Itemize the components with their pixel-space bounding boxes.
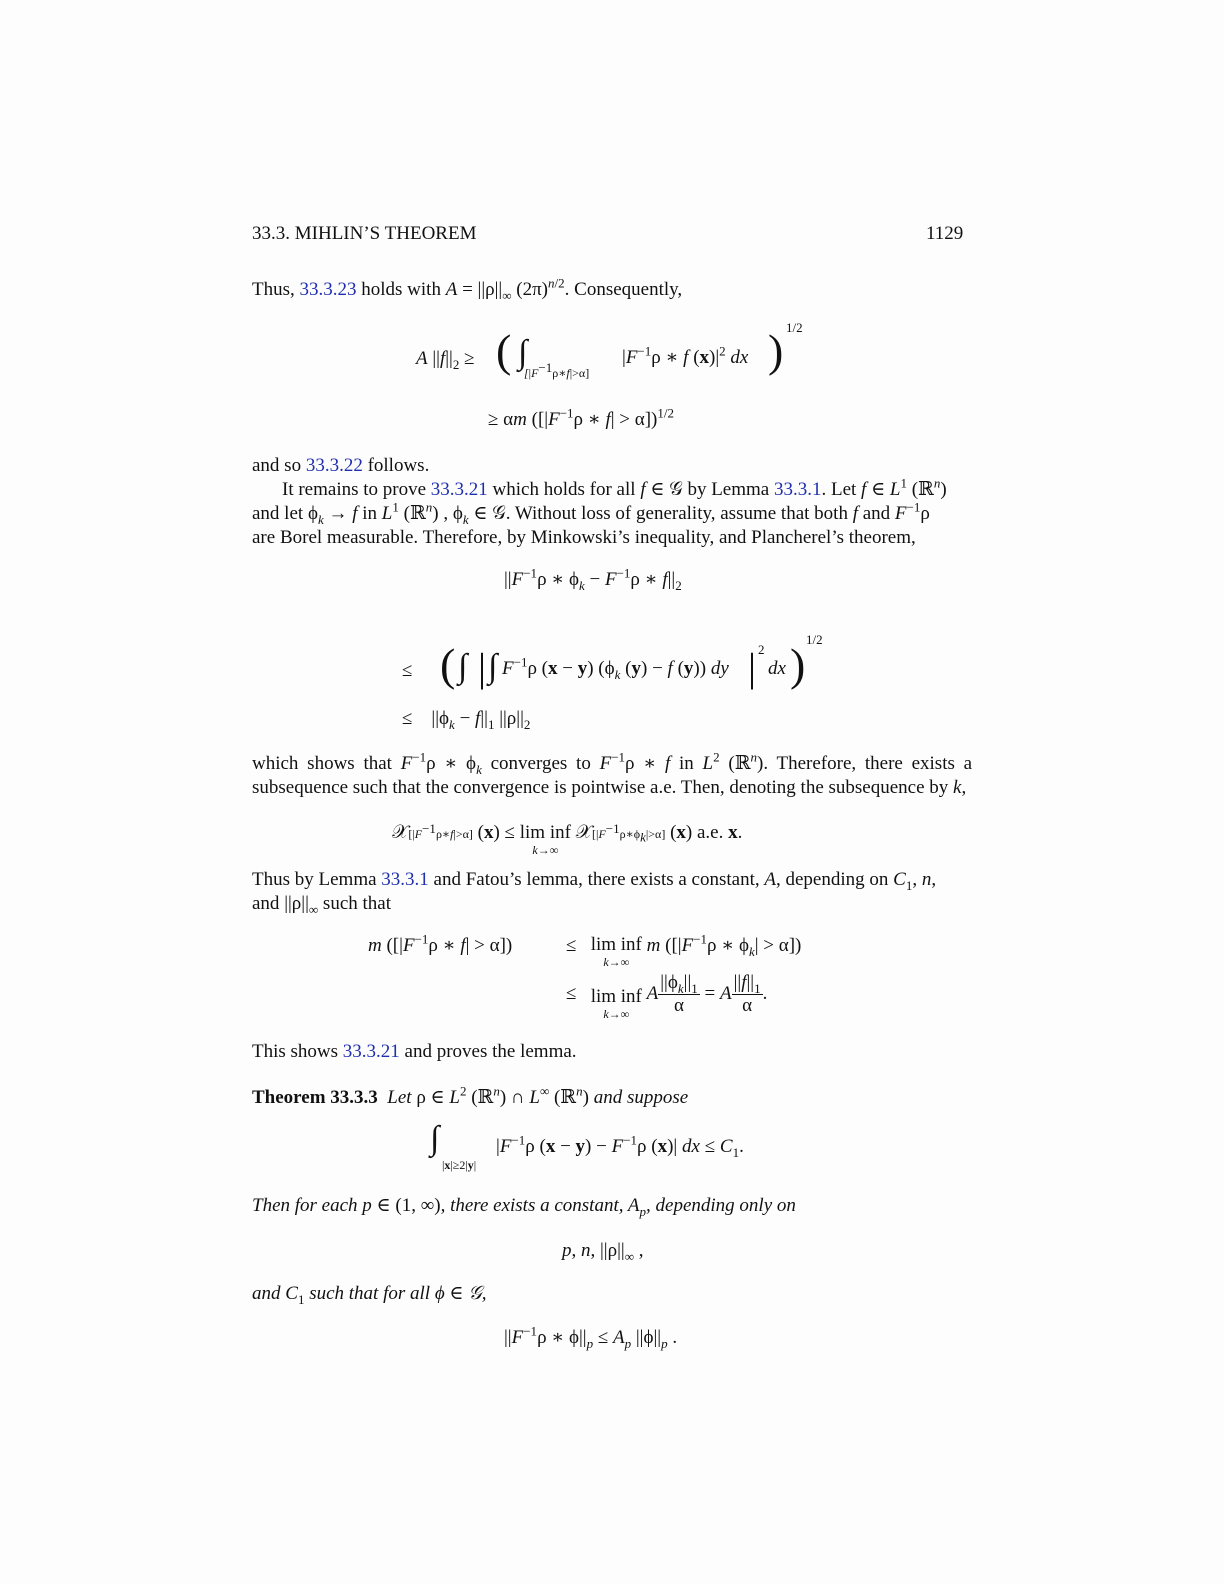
display-equation: $||F^{-1}\rho$ ∗ $\phi||_p \le A_p$ $||\phi||_p$ . xyxy=(504,1323,678,1351)
paragraph: This shows 33.3.21 and proves the lemma. xyxy=(252,1041,577,1062)
display-equation-line2: ≥ αm ([$|F^{-1}\rho$ ∗ f| > α])$^{1/2}$ xyxy=(488,405,674,430)
page-number: 1129 xyxy=(926,223,964,244)
paragraph: which shows that $F^{-1}\rho$ ∗ $\phi_k$ converges to $F^{-1}\rho$ ∗ f in $L^2$ (ℝ$^n$). Therefore, there exists a subsequence such that the convergence is pointwise a.e. Then, denoting the subsequence by k, xyxy=(252,749,973,798)
theorem-statement: Theorem 33.3.3 Let ρ ∈ $L^2$ (ℝ$^n$) ∩ L∞ (ℝ$^n$) and suppose xyxy=(252,1083,689,1108)
lemma-ref[interactable]: 33.3.1 xyxy=(381,869,429,890)
lemma-ref[interactable]: 33.3.1 xyxy=(773,479,822,500)
theorem-label: Theorem 33.3.3 xyxy=(252,1087,378,1108)
display-equation: $||F^{-1}\rho$ ∗ $\phi_k - F^{-1}\rho$ ∗ $f||_2$ xyxy=(504,565,682,593)
paragraph: and so 33.3.22 follows. xyxy=(252,455,430,476)
equation-ref[interactable]: 33.3.21 xyxy=(342,1041,400,1062)
running-header: 33.3. MIHLIN’S THEOREM xyxy=(252,223,477,244)
paragraph: and $||\rho||_\infty$ such that xyxy=(252,893,391,917)
paragraph: are Borel measurable. Therefore, by Minkowski’s inequality, and Plancherel’s theorem, xyxy=(252,527,916,548)
theorem-statement: and $C_1$ such that for all ϕ ∈ 𝒢, xyxy=(252,1283,487,1307)
display-equation-line2: ≤ lim inf k→∞ A $\frac{||\phi_k||_1}{\alpha}$ = A $\frac{||f||_1}{\alpha}$ . xyxy=(566,972,768,1021)
display-equation: p, n, $||\rho||_\infty$ , xyxy=(562,1240,644,1264)
display-equation: m ([$|F^{-1}\rho$ ∗ f| > α]) xyxy=(368,931,513,956)
display-equation-line2: ≤ ( ∫ | ∫ $F^{-1}\rho$ (x − y) ($\phi_k$ (y) − f (y)) dy | 2 dx ) 1/2 xyxy=(402,632,823,690)
theorem-statement: Then for each p ∈ (1, ∞), there exists a constant, $A_p$, depending only on xyxy=(252,1195,796,1219)
equation-ref[interactable]: 33.3.21 xyxy=(430,479,488,500)
paragraph: Thus, 33.3.23 holds with $A = ||\rho||_\infty$ $(2\pi)^{n/2}$. Consequently, xyxy=(252,275,683,303)
display-equation-line3: ≤ $||\phi_k - f||_1$ $||\rho||_2$ xyxy=(402,708,531,732)
equation-ref[interactable]: 33.3.23 xyxy=(299,279,357,300)
paragraph: It remains to prove 33.3.21 which holds for all f ∈ 𝒢 by Lemma 33.3.1. Let f ∈ $L^1$ (ℝ$^n$) xyxy=(282,475,947,500)
paragraph: and let $\phi_k \to f$ in $L^1$ (ℝ$^n$) , $\phi_k$ ∈ 𝒢. Without loss of generality, assume that both f and $F^{-1}\rho$ xyxy=(252,499,930,527)
equation-ref[interactable]: 33.3.22 xyxy=(305,455,363,476)
display-equation: $𝒳[|F^{-1}\rho∗f|>\alpha] (x) \le \lim$ inf k→∞ $𝒳[|F^{-1}\rho∗\phi_k|>\alpha]$ (x) a.e. x. xyxy=(392,821,743,857)
paragraph: Thus by Lemma 33.3.1 and Fatou’s lemma, there exists a constant, A, depending on $C_1$, n, xyxy=(252,869,937,893)
display-equation: ∫ |x|≥2|y| $|F^{-1}\rho$ $(x - y) - F^{-1}\rho$ (x)| dx ≤ $C_1$. xyxy=(430,1120,744,1172)
display-equation: ≤ lim inf k→∞ m ([$|F^{-1}\rho$ ∗ $\phi_k| > \alpha$]) xyxy=(566,931,802,969)
